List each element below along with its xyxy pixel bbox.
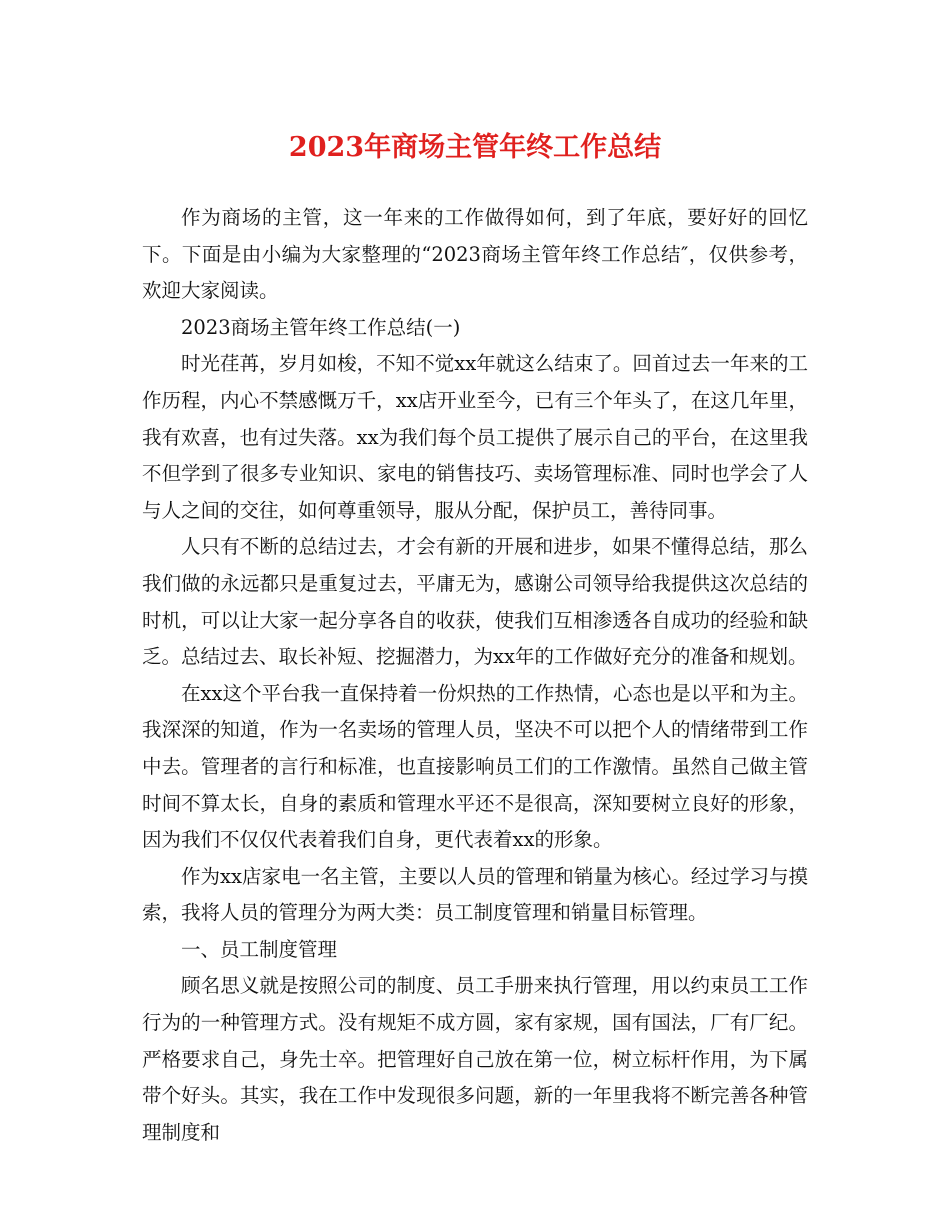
document-body xyxy=(142,200,808,1151)
paragraph: 作为xx店家电一名主管，主要以人员的管理和销量为核心。经过学习与摸索，我将人员的管理分为两大类：员工制度管理和销量目标管理。 xyxy=(142,864,808,925)
paragraph-intro: 作为商场的主管，这一年来的工作做得如何，到了年底，要好好的回忆下。下面是由小编为大家整理的“2023商场主管年终工作总结″，仅供参考，欢迎大家阅读。 xyxy=(142,206,808,303)
paragraph: 时光荏苒，岁月如梭，不知不觉xx年就这么结束了。回首过去一年来的工作历程，内心不禁感慨万千，xx店开业至今，已有三个年头了，在这几年里，我有欢喜，也有过失落。xx为我们每个员工提供了展示自己的平台，在这里我不但学到了很多专业知识、家电的销售技巧、卖场管理标准、同时也学会了人与人之间的交往，如何尊重领导，服从分配，保护员工，善待同事。 xyxy=(142,352,808,522)
paragraph: 在xx这个平台我一直保持着一份炽热的工作热情，心态也是以平和为主。我深深的知道，作为一名卖场的管理人员，坚决不可以把个人的情绪带到工作中去。管理者的言行和标准，也直接影响员工们的工作激情。虽然自己做主管时间不算太长，自身的素质和管理水平还不是很高，深知要树立良好的形象，因为我们不仅仅代表着我们自身，更代表着xx的形象。 xyxy=(142,681,808,852)
paragraph: 人只有不断的总结过去，才会有新的开展和进步，如果不懂得总结，那么我们做的永远都只是重复过去，平庸无为，感谢公司领导给我提供这次总结的时机，可以让大家一起分享各自的收获，使我们互相渗透各自成功的经验和缺乏。总结过去、取长补短、挖掘潜力，为xx年的工作做好充分的准备和规划。 xyxy=(142,535,808,669)
subsection-heading: 一、员工制度管理 xyxy=(181,937,338,961)
section-heading: 2023商场主管年终工作总结(一) xyxy=(181,315,461,339)
paragraph: 顾名思义就是按照公司的制度、员工手册来执行管理，用以约束员工工作行为的一种管理方式。没有规矩不成方圆，家有家规，国有国法，厂有厂纪。严格要求自己，身先士卒。把管理好自己放在第一位，树立标杆作用，为下属带个好头。其实，我在工作中发现很多问题，新的一年里我将不断完善各种管理制度和 xyxy=(142,974,808,1144)
document-title: 2023年商场主管年终工作总结 xyxy=(288,132,662,163)
